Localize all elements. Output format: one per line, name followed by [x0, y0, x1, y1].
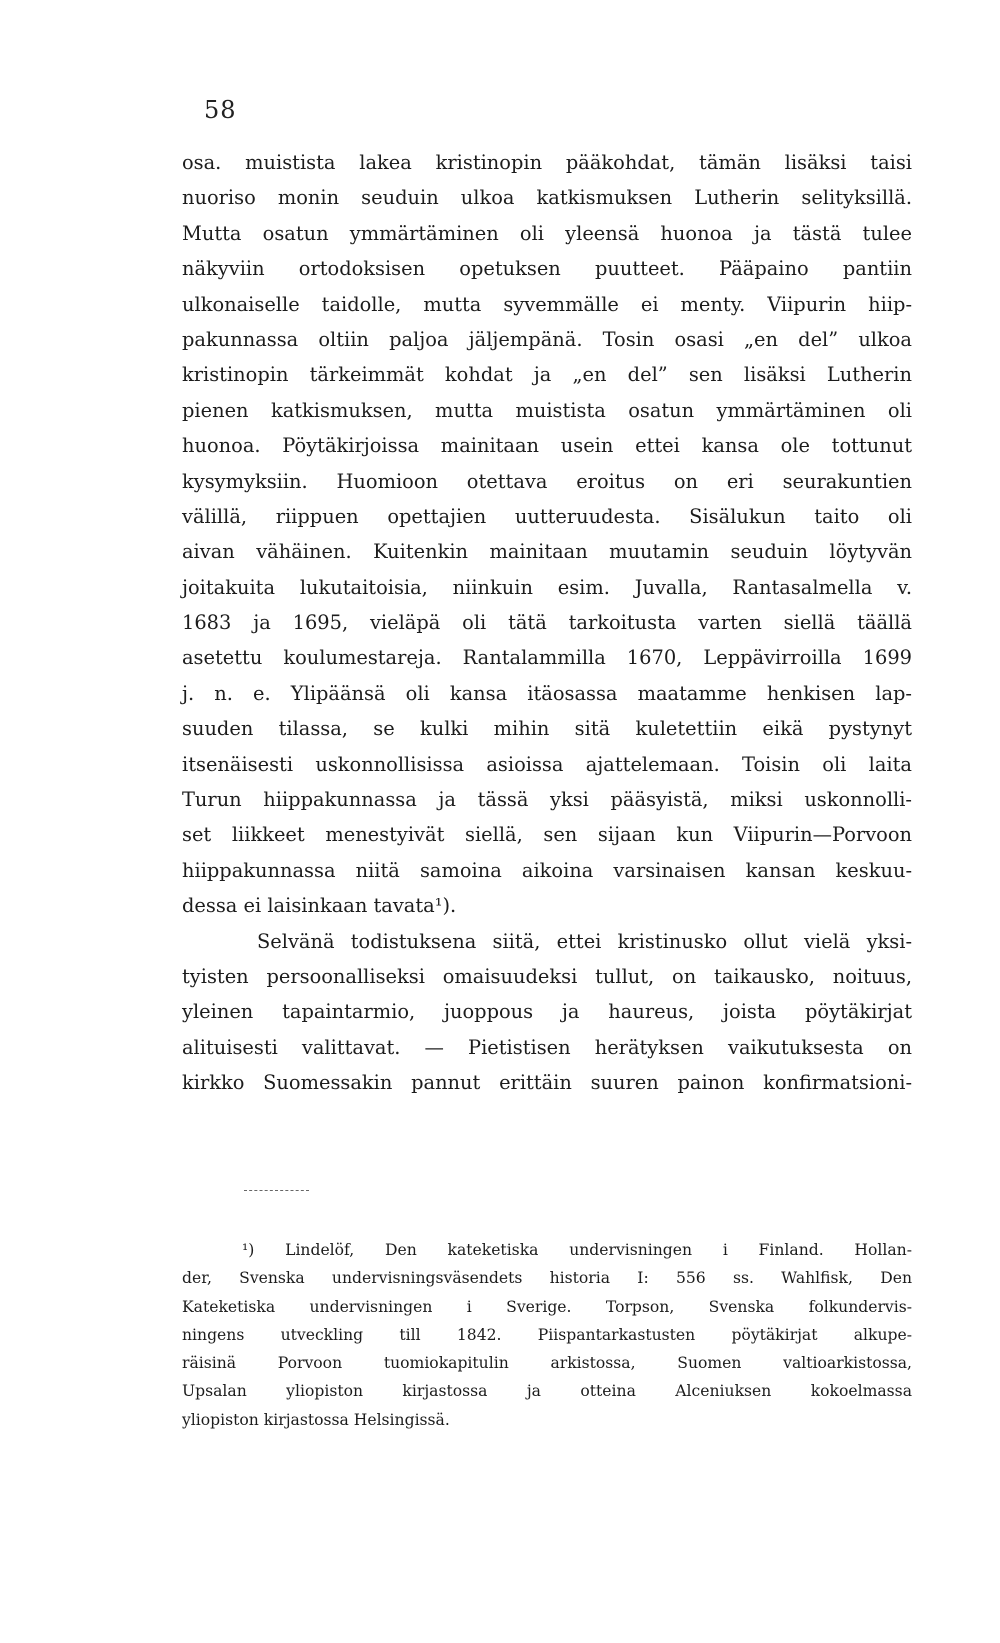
text-line: välillä, riippuen opettajien uutteruudesta. Sisälukun taito oli	[182, 504, 912, 528]
text-line: hiippakunnassa niitä samoina aikoina varsinaisen kansan keskuu-	[182, 858, 912, 882]
text-line: yleinen tapaintarmio, juoppous ja haureus, joista pöytäkirjat	[182, 1000, 912, 1024]
footnote-line: Upsalan yliopiston kirjastossa ja otteina Alceniuksen kokoelmassa	[182, 1382, 912, 1401]
text-line: pienen katkismuksen, mutta muistista osatun ymmärtäminen oli	[182, 398, 912, 422]
text-line: osa. muistista lakea kristinopin pääkohdat, tämän lisäksi taisi	[182, 151, 912, 174]
text-line: nuoriso monin seuduin ulkoa katkismuksen Lutherin selityksillä.	[182, 186, 912, 210]
text-line: kirkko Suomessakin pannut erittäin suuren painon konfirmatsioni-	[182, 1071, 912, 1095]
text-line: set liikkeet menestyivät siellä, sen sijaan kun Viipurin—Porvoon	[182, 823, 912, 847]
footnote-line: yliopiston kirjastossa Helsingissä.	[182, 1410, 450, 1429]
footnote-line: ningens utveckling till 1842. Piispantarkastusten pöytäkirjat alkupe-	[182, 1325, 912, 1344]
text-line: dessa ei laisinkaan tavata¹).	[182, 894, 457, 918]
text-line: kysymyksiin. Huomioon otettava eroitus on eri seurakuntien	[182, 469, 912, 493]
footnote-line: ¹) Lindelöf, Den kateketiska undervisningen i Finland. Hollan-	[242, 1241, 912, 1259]
text-line: suuden tilassa, se kulki mihin sitä kuletettiin eikä pystynyt	[182, 717, 912, 741]
footnote-line: räisinä Porvoon tuomiokapitulin arkistossa, Suomen valtioarkistossa,	[182, 1354, 912, 1373]
text-line: tyisten persoonalliseksi omaisuudeksi tullut, on taikausko, noituus,	[182, 964, 912, 988]
text-line: kristinopin tärkeimmät kohdat ja „en del” sen lisäksi Lutherin	[182, 363, 912, 387]
text-line: näkyviin ortodoksisen opetuksen puutteet. Pääpaino pantiin	[182, 257, 912, 281]
text-line: huonoa. Pöytäkirjoissa mainitaan usein ettei kansa ole tottunut	[182, 434, 912, 458]
text-line: aivan vähäinen. Kuitenkin mainitaan muutamin seuduin löytyvän	[182, 540, 912, 564]
footnotes	[182, 1236, 912, 1434]
text-line: ulkonaiselle taidolle, mutta syvemmälle ei menty. Viipurin hiip-	[182, 292, 912, 316]
text-line: pakunnassa oltiin paljoa jäljempänä. Tosin osasi „en del” ulkoa	[182, 327, 912, 351]
text-line: 1683 ja 1695, vieläpä oli tätä tarkoitusta varten siellä täällä	[182, 611, 912, 635]
text-line: asetettu koulumestareja. Rantalammilla 1670, Leppävirroilla 1699	[182, 646, 912, 670]
body-text	[182, 145, 912, 1101]
text-line: Selvänä todistuksena siitä, ettei kristinusko ollut vielä yksi-	[257, 929, 912, 953]
text-line: j. n. e. Ylipäänsä oli kansa itäosassa maatamme henkisen lap-	[182, 681, 912, 705]
footnote-line: Kateketiska undervisningen i Sverige. Torpson, Svenska folkundervis-	[182, 1297, 912, 1316]
text-line: Turun hiippakunnassa ja tässä yksi pääsyistä, miksi uskonnolli-	[182, 788, 912, 812]
footnote-separator	[244, 1190, 309, 1191]
text-line: itsenäisesti uskonnollisissa asioissa ajattelemaan. Toisin oli laita	[182, 752, 912, 776]
text-line: Mutta osatun ymmärtäminen oli yleensä huonoa ja tästä tulee	[182, 221, 912, 245]
footnote-line: der, Svenska undervisningsväsendets historia I: 556 ss. Wahlfisk, Den	[182, 1269, 912, 1288]
text-line: alituisesti valittavat. — Pietistisen herätyksen vaikutuksesta on	[182, 1035, 912, 1059]
text-line: joitakuita lukutaitoisia, niinkuin esim. Juvalla, Rantasalmella v.	[182, 575, 912, 599]
page-number: 58	[204, 96, 237, 124]
